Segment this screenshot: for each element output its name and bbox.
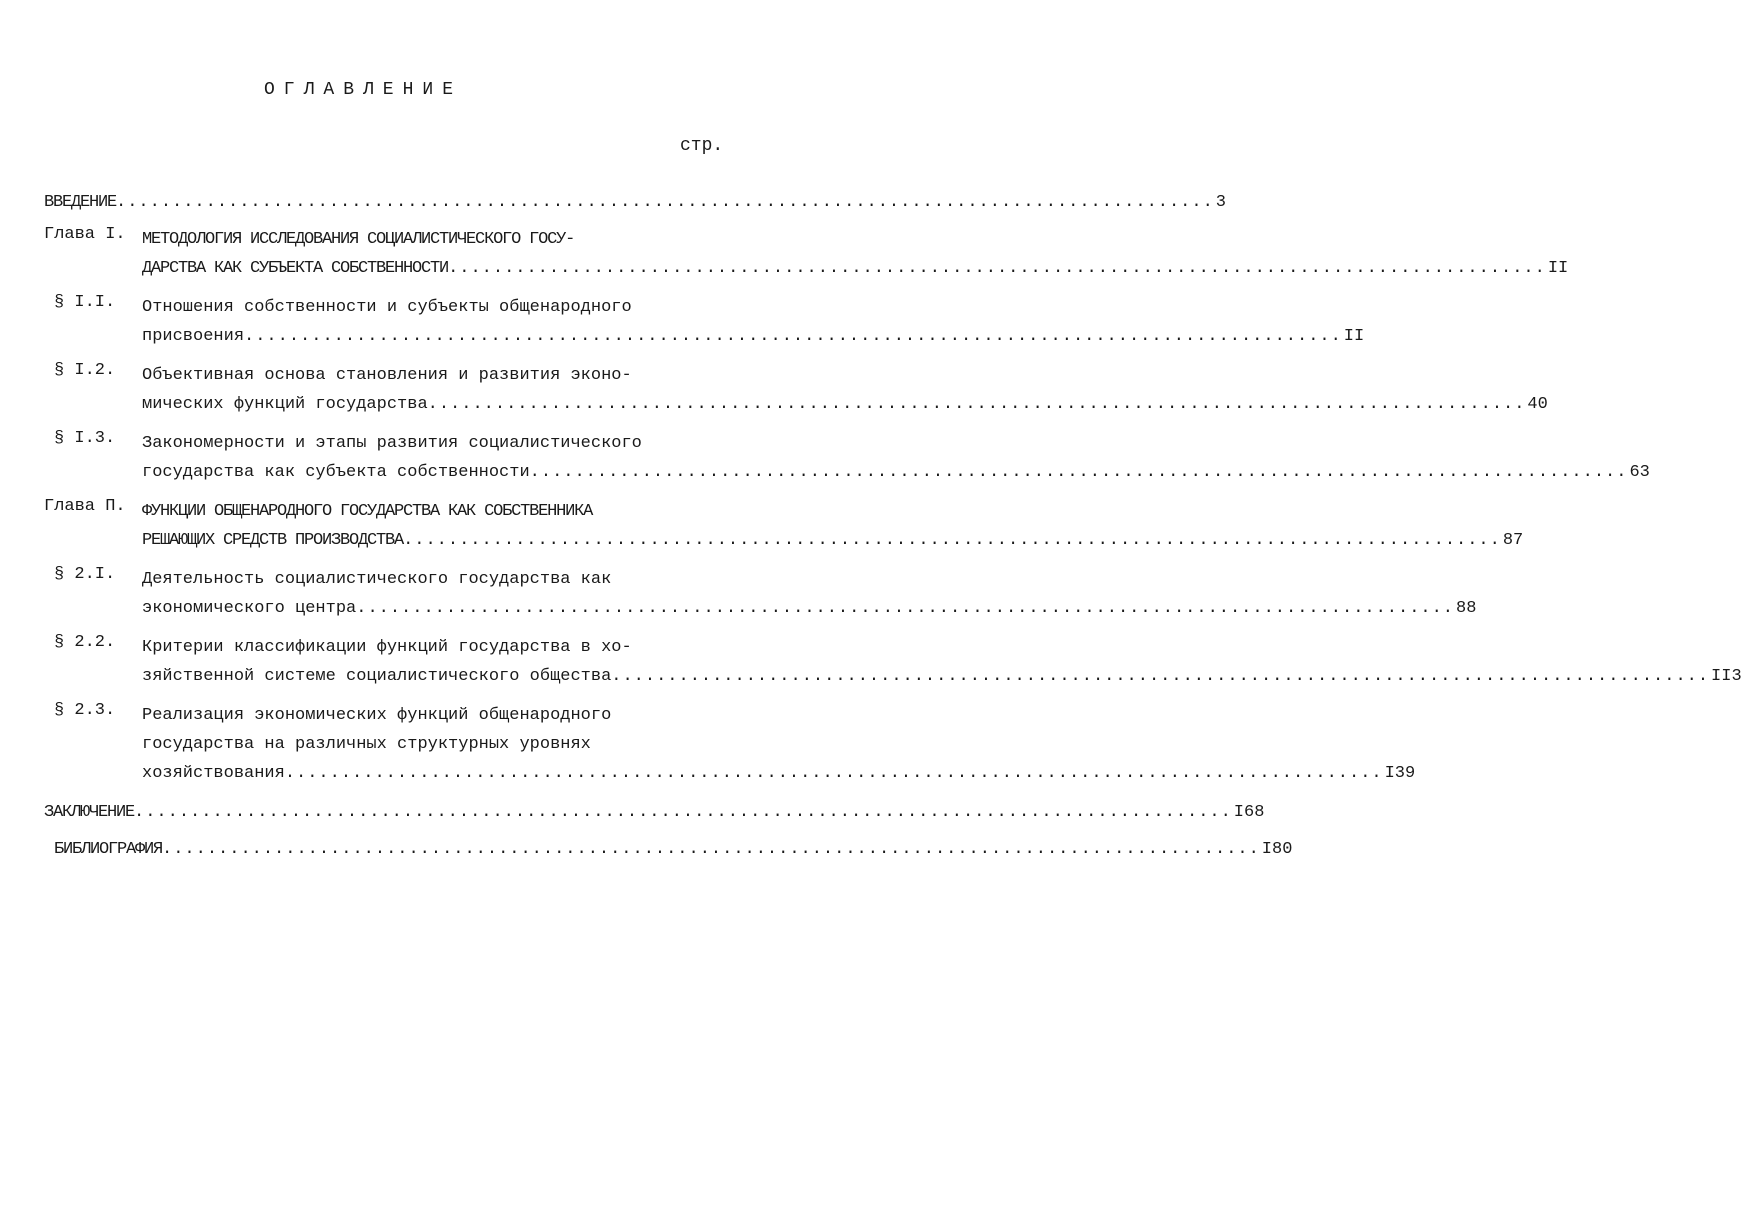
toc-entry-title-line: Критерии классификации функций государства в хо- [142,638,632,657]
toc-entry-section-2-1 [44,565,1477,623]
leader-dots: .................................................................................................. [529,463,1628,482]
chapter-label: Глава I. [44,225,126,244]
toc-entry-title-line: РЕШАЮЩИХ СРЕДСТВ ПРОИЗВОДСТВА [142,531,404,550]
toc-entry-title-line: Деятельность социалистического государства как [142,570,612,589]
toc-entry-title: ЗАКЛЮЧЕНИЕ [44,803,135,822]
toc-page-number: 63 [1629,463,1650,482]
pages-column-label: стр. [680,136,724,156]
leader-dots: .................................................................................................. [356,599,1455,618]
toc-entry-section-2-3 [44,701,1416,788]
section-label: § 2.2. [54,633,116,652]
toc-page-number: 87 [1502,531,1524,550]
toc-entry-title-line: ДАРСТВА КАК СУБЪЕКТА СОБСТВЕННОСТИ [142,259,449,278]
toc-entry-section-1-1 [44,293,1365,351]
toc-entry-conclusion [44,798,1265,827]
leader-dots: .................................................................................................. [611,667,1710,686]
toc-entry-chapter-1 [44,225,1569,283]
toc-entry-introduction [44,188,1226,217]
section-label: § 2.I. [54,565,116,584]
section-label: § I.I. [54,293,116,312]
leader-dots: .................................................................................................. [284,764,1383,783]
toc-entry-section-1-3 [44,429,1650,487]
toc-page-number: 40 [1527,395,1548,414]
leader-dots: .................................................................................................. [403,531,1501,550]
leader-dots: .................................................................................................. [162,840,1260,859]
toc-entry-title-line: ФУНКЦИИ ОБЩЕНАРОДНОГО ГОСУДАРСТВА КАК СОБСТВЕННИКА [142,502,593,521]
toc-entry-title-line: мических функций государства [142,395,428,414]
leader-dots: .................................................................................................. [427,395,1526,414]
leader-dots: .................................................................................................. [244,327,1342,346]
toc-entry-title-line: зяйственной системе социалистического общества [142,667,612,686]
toc-entry-title-line: государства на различных структурных уровнях [142,735,591,754]
toc-entry-chapter-2 [44,497,1524,555]
toc-entry-title-line: Закономерности и этапы развития социалистического [142,434,642,453]
toc-page-number: I68 [1233,803,1265,822]
toc-page-number: II3 [1711,667,1742,686]
toc-entry-title-line: хозяйствования [142,764,285,783]
toc-page-number: II [1343,327,1365,346]
chapter-label: Глава П. [44,497,126,516]
toc-entry-title-line: МЕТОДОЛОГИЯ ИССЛЕДОВАНИЯ СОЦИАЛИСТИЧЕСКОГО ГОСУ- [142,230,575,249]
toc-entry-title-line: Объективная основа становления и развития эконо- [142,366,632,385]
section-label: § I.3. [54,429,116,448]
toc-page-number: II [1547,259,1569,278]
toc-entry-title-line: присвоения [142,327,245,346]
leader-dots: .................................................................................................. [116,193,1214,212]
section-label: § 2.3. [54,701,116,720]
toc-entry-title: ВВЕДЕНИЕ [44,193,117,212]
toc-page-number: 3 [1215,193,1226,212]
toc-page-number: 88 [1456,599,1477,618]
leader-dots: .................................................................................................. [134,803,1232,822]
toc-entry-title-line: Отношения собственности и субъекты общенародного [142,298,632,317]
toc-entry-bibliography [44,835,1293,864]
toc-entry-title-line: Реализация экономических функций общенародного [142,706,612,725]
toc-entry-section-2-2 [44,633,1742,691]
toc-entry-title: БИБЛИОГРАФИЯ [54,840,163,859]
toc-entry-title-line: государства как субъекта собственности [142,463,530,482]
table-of-contents [44,188,1742,872]
toc-page-number: I80 [1261,840,1293,859]
page-title: ОГЛАВЛЕНИЕ [263,80,463,100]
leader-dots: .................................................................................................. [448,259,1546,278]
toc-page-number: I39 [1384,764,1416,783]
toc-entry-section-1-2 [44,361,1548,419]
section-label: § I.2. [54,361,116,380]
toc-entry-title-line: экономического центра [142,599,357,618]
